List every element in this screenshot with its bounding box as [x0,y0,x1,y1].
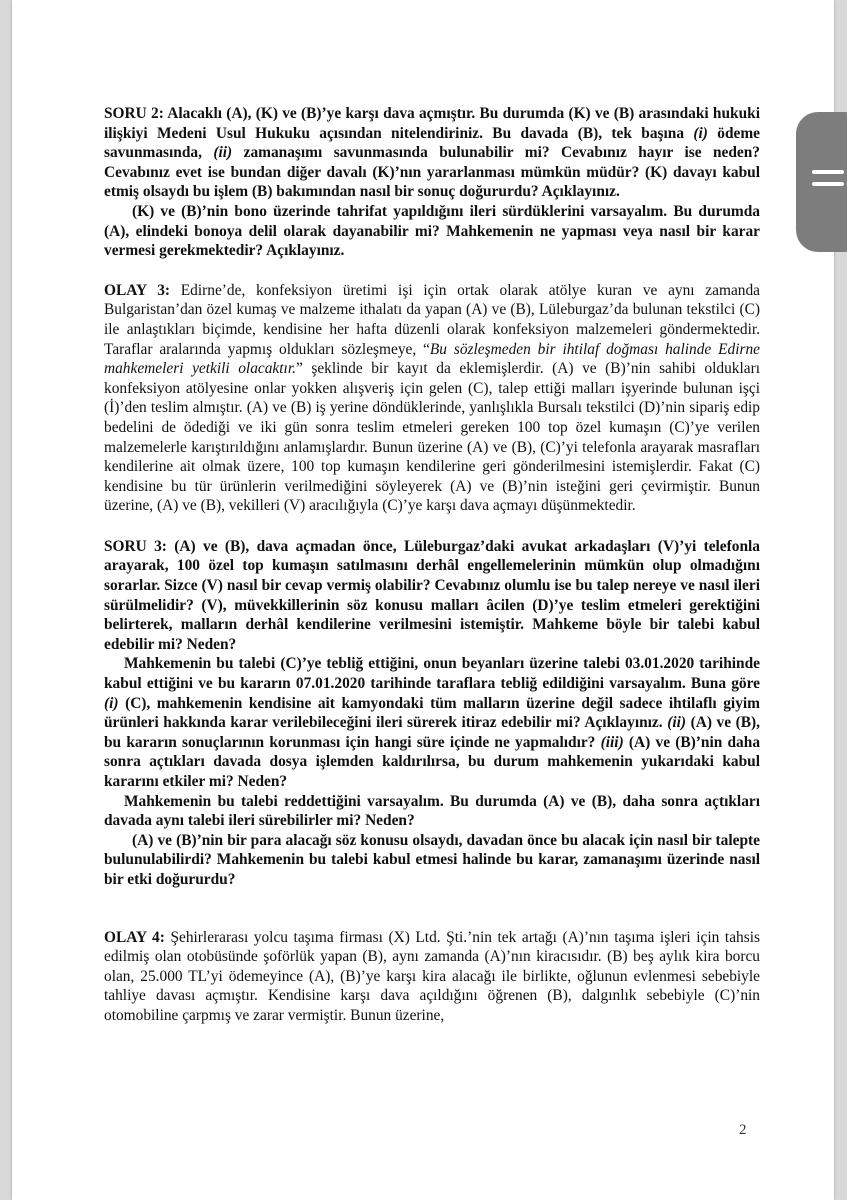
soru3-label: SORU 3: [104,537,167,555]
soru2-label: SORU 2: [104,105,164,122]
page-number: 2 [739,1122,747,1138]
soru3-paragraph-3: Mahkemenin bu talebi reddettiğini varsayalım. Bu durumda (A) ve (B), daha sonra açtıkları davada aynı talebi ileri sürebilirler mi? Neden? [104,792,760,830]
soru3-paragraph-4: (A) ve (B)’nin bir para alacağı söz konusu olsaydı, davadan önce bu alacak için nasıl bir talepte bulunulabilirdi? Mahkemenin bu talebi kabul etmesi halinde bu karar, zamanaşımı üzerinde nasıl bir etki doğururdu? [104,831,760,888]
document-body [104,104,760,1026]
olay4-label: OLAY 4: [104,928,165,946]
document-page [12,0,834,1200]
olay3-paragraph: OLAY 3: Edirne’de, konfeksiyon üretimi işi için ortak olarak atölye kuran ve aynı zamanda Bulgaristan’dan özel kumaş ve malzeme ithalatı da yapan (A) ve (B), Lüleburgaz’da bulunan tekstilci (C) ile anlaştıkları biçimde, kendisine her hafta düzenli olarak konfeksiyon malzemeleri göndermektedir. Taraflar aralarında yapmış oldukları sözleşmeye, “Bu sözleşmeden bir ihtilaf doğması halinde Edirne mahkemeleri yetkili olacaktır.” şeklinde bir kayıt da eklemişlerdir. (A) ve (B)’nin sahibi oldukları konfeksiyon atölyesine onlar yokken alışveriş için gelen (C), talep ettiği malları işyerinde bulunan işçi (İ)’den teslim almıştır. (A) ve (B) iş yerine döndüklerinde, yanlışlıkla Bursalı tekstilci (D)’nin sipariş edip bedelini de ödediği ve iki gün sonra teslim etmeleri gereken 100 top özel kumaşın (C)’ye verilen malzemelerle karıştırıldığını anlamışlardır. Bunun üzerine (A) ve (B), (C)’yi telefonla arayarak masrafları kendilerine ait olmak üzere, 100 top kumaşın kendilerine geri gönderilmesini istemişlerdir. Fakat (C) kendisine bu tür ürünlerin verilmediğini söyleyerek (A) ve (B)’nin isteğini geri çevirmiştir. Bunun üzerine, (A) ve (B), vekilleri (V) aracılığıyla (C)’ye karşı dava açmayı düşünmektedir. [104,281,760,515]
handle-line-bottom [812,182,844,186]
olay4-paragraph: OLAY 4: Şehirlerarası yolcu taşıma firması (X) Ltd. Şti.’nin tek artağı (A)’nın taşıma işleri için tahsis edilmiş olan otobüsünde şoförlük yapan (B), aynı zamanda (A)’nın kiracısıdır. (B) beş aylık kira borcu olan, 25.000 TL’yi ödemeyince (A), (B)’ye karşı kira alacağı ile birlikte, oğlunun evlenmesi sebebiyle tahliye davası açmıştır. Kendisine karşı dava açıldığını öğrenen (B), dalgınlık sebebiyle (C)’nin otomobiline çarpmış ve zarar vermiştir. Bunun üzerine, [104,928,760,1024]
soru3-paragraph: SORU 3: (A) ve (B), dava açmadan önce, Lüleburgaz’daki avukat arkadaşları (V)’yi telefonla arayarak, 100 özel top kumaşın satılmasını derhâl engellemelerinin mümkün olup olmadığını sorarlar. Sizce (V) nasıl bir cevap vermiş olabilir? Cevabınız olumlu ise bu talep nereye ve nasıl ileri sürülmelidir? (V), müvekkillerinin söz konusu malları âcilen (D)’ye teslim etmeleri gerektiğini belirterek, malların derhâl kendilerine verilmesini istemiştir. Mahkeme böyle bir talebi kabul edebilir mi? Neden? [104,537,760,653]
handle-line-top [812,170,844,174]
soru3-paragraph-2: Mahkemenin bu talebi (C)’ye tebliğ ettiğini, onun beyanları üzerine talebi 03.01.2020 tarihinde kabul ettiğini ve bu kararın 07.01.2020 tarihinde taraflara tebliğ edildiğini varsayalım. Buna göre (i) (C), mahkemenin kendisine ait kamyondaki tüm malların üzerine değil sadece ihtilaflı giyim ürünleri hakkında karar verilebileceğini ileri sürerek itiraz edebilir mi? Açıklayınız. (ii) (A) ve (B), bu kararın sonuçlarının korunması için hangi süre içinde ne yapmalıdır? (iii) (A) ve (B)’nin daha sonra açtıkları davada dosya işlemden kaldırılırsa, bu durum mahkemenin yukarıdaki kabul kararını etkiler mi? Neden? [104,655,761,790]
soru2-paragraph: SORU 2: Alacaklı (A), (K) ve (B)’ye karşı dava açmıştır. Bu durumda (K) ve (B) arasındaki hukuki ilişkiyi Medeni Usul Hukuku açısından nitelendiriniz. Bu davada (B), tek başına (i) ödeme savunmasında, (ii) zamanaşımı savunmasında bulunabilir mi? Cevabınız hayır ise neden? Cevabınız evet ise bundan diğer davalı (K)’nın yararlanması mümkün müdür? (K) davayı kabul etmiş olsaydı bu işlem (B) bakımından nasıl bir sonuç doğururdu? Açıklayınız. [104,105,760,201]
olay3-label: OLAY 3: [104,281,171,299]
olay3-quote: Bu sözleşmeden bir ihtilaf doğması halinde Edirne mahkemeleri yetkili olacaktır. [104,340,760,378]
scroll-handle[interactable] [796,112,847,252]
soru2-paragraph-2: (K) ve (B)’nin bono üzerinde tahrifat yapıldığını ileri sürdüklerini varsayalım. Bu durumda (A), elindeki bonoya delil olarak dayanabilir mi? Mahkemenin ne yapması veya nasıl bir karar vermesi gerekmektedir? Açıklayınız. [104,202,760,260]
